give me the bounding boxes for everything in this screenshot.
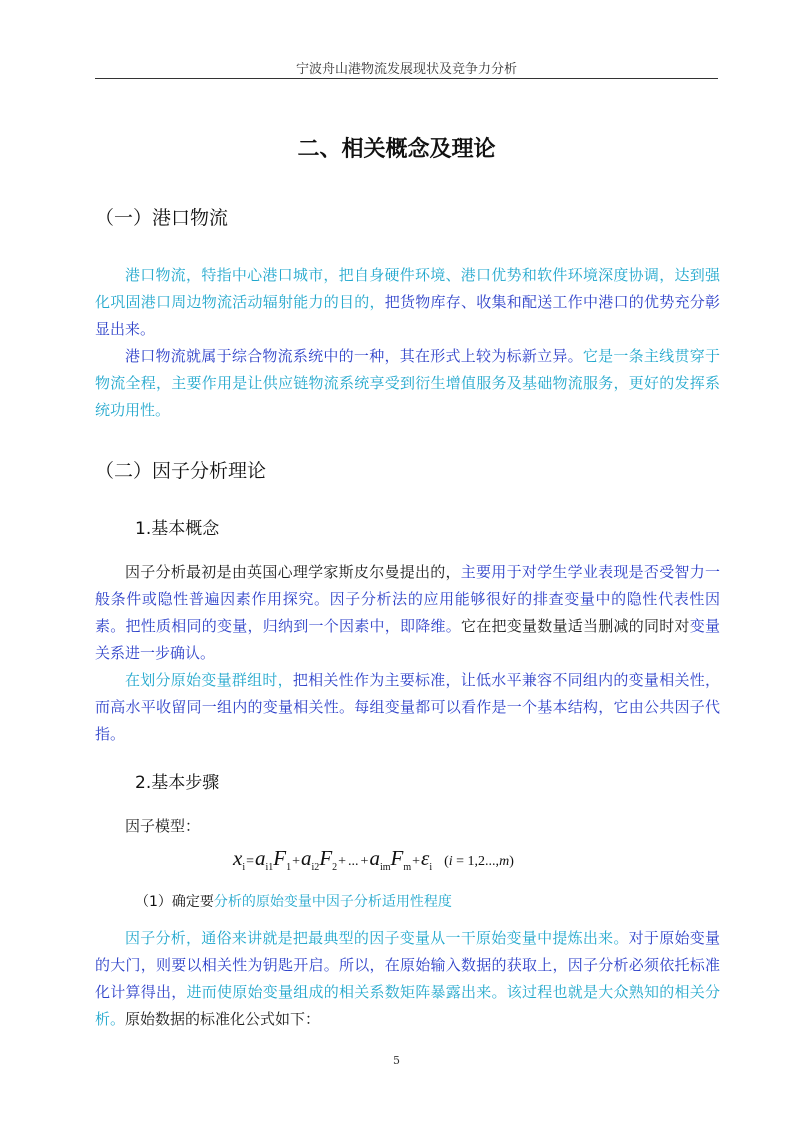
formula-dots: ... — [348, 854, 359, 869]
formula-range — [444, 854, 514, 869]
range-values: = 1,2..., — [452, 854, 500, 869]
formula-op: + — [338, 854, 347, 869]
factor-model-label: 因子模型： — [125, 817, 201, 835]
text-run: 对于原始变量的大门，则要以相关性为钥匙开启。所以，在原始输入数据的获取上，因子分析必须依托标准化计算得出， — [95, 929, 720, 1001]
step-prefix: （1）确定要 — [135, 894, 214, 910]
paragraph-basic-concept-2 — [95, 667, 720, 748]
paragraph-port-logistics-1 — [95, 262, 720, 343]
paragraph-basic-steps-1 — [95, 925, 720, 1033]
text-run: 进而使原始变量组成的相关系数矩阵暴露出来。该过程也就是大众熟知的相关分析。 — [95, 983, 720, 1028]
formula-coef: a — [301, 846, 312, 870]
subsection-heading-basic-concept: 1.基本概念 — [135, 519, 220, 539]
text-run: 变量关系进一步确认。 — [95, 617, 720, 662]
text-run: 原始数据的标准化公式如下： — [125, 1010, 321, 1028]
text-run: 因子分析最初是由英国心理学家斯皮尔曼提出的， — [125, 563, 461, 581]
header-divider — [95, 78, 718, 79]
text-run: 在划分原始变量群组时， — [125, 671, 293, 689]
range-m: m — [499, 854, 510, 869]
formula-lhs: x — [233, 846, 243, 870]
step-highlight: 分析的原始变量中因子分析适用性程度 — [213, 894, 452, 910]
text-run: 把相关性作为主要标准，让低水平兼容不同组内的变量相关性，而高水平收留同一组内的变量相关性。每组变量都可以看作是一个基本结构，它由公共因子代指。 — [95, 671, 720, 743]
formula-var: F — [390, 846, 404, 870]
text-run: 主要用于对学生学业表现是否受智力一般条件或隐性普遍因素作用探究。因子分析法的应用能够很好的排查变量中的隐性代表性因素。把性质相同的变量，归纳到一个因素中，即降维。 — [95, 563, 720, 635]
formula-coef: a — [255, 846, 266, 870]
factor-model-formula — [233, 846, 514, 873]
paragraph-basic-concept-1 — [95, 559, 720, 667]
range-var: i — [448, 854, 453, 869]
formula-sub: 1 — [286, 862, 292, 874]
text-run: 港口物流，特指中心港口城市，把自身硬件环境、港口优势和软件环境深度协调，达到强化巩固港口周边物流活动辐射能力的目的， — [95, 266, 720, 311]
formula-var: F — [319, 846, 333, 870]
text-run: 它是一条主线贯穿于物流全程，主要作用是让供应链物流系统享受到衍生增值服务及基础物流服务，更好的发挥系统功用性。 — [95, 347, 720, 419]
paragraph-port-logistics-2 — [95, 343, 720, 424]
subsection-heading-basic-steps: 2.基本步骤 — [135, 773, 220, 793]
formula-sub: m — [403, 862, 412, 874]
formula-op: = — [246, 854, 255, 869]
formula-op: + — [412, 854, 421, 869]
range-close: ) — [509, 854, 514, 869]
step-heading-1 — [135, 891, 452, 911]
formula-var: F — [273, 846, 287, 870]
formula-sub: i2 — [311, 862, 320, 874]
formula-sub: i — [429, 862, 433, 874]
text-run: 港口物流就属于综合物流系统中的一种，其在形式上较为标新立异。 — [125, 347, 583, 365]
chapter-title: 二、相关概念及理论 — [297, 137, 496, 162]
running-header: 宁波舟山港物流发展现状及竞争力分析 — [295, 62, 517, 77]
text-run: 它在把变量数量适当删减的同时对 — [460, 617, 690, 635]
formula-sub: i — [242, 862, 246, 874]
formula-sub: im — [379, 862, 391, 874]
formula-coef: a — [369, 846, 380, 870]
formula-error: ε — [421, 846, 430, 870]
text-run: 因子分析，通俗来讲就是把最典型的因子变量从一干原始变量中提炼出来。 — [125, 929, 629, 947]
range-open: ( — [444, 854, 449, 869]
text-run: 把货物库存、收集和配送工作中港口的优势充分彰显出来。 — [95, 293, 720, 338]
formula-sub: i1 — [265, 862, 274, 874]
formula-op: + — [360, 854, 369, 869]
formula-op: + — [292, 854, 301, 869]
section-heading-factor-analysis: （二）因子分析理论 — [95, 460, 267, 482]
formula-sub: 2 — [332, 862, 338, 874]
section-heading-port-logistics: （一）港口物流 — [95, 207, 229, 229]
page-number: 5 — [393, 1054, 400, 1067]
